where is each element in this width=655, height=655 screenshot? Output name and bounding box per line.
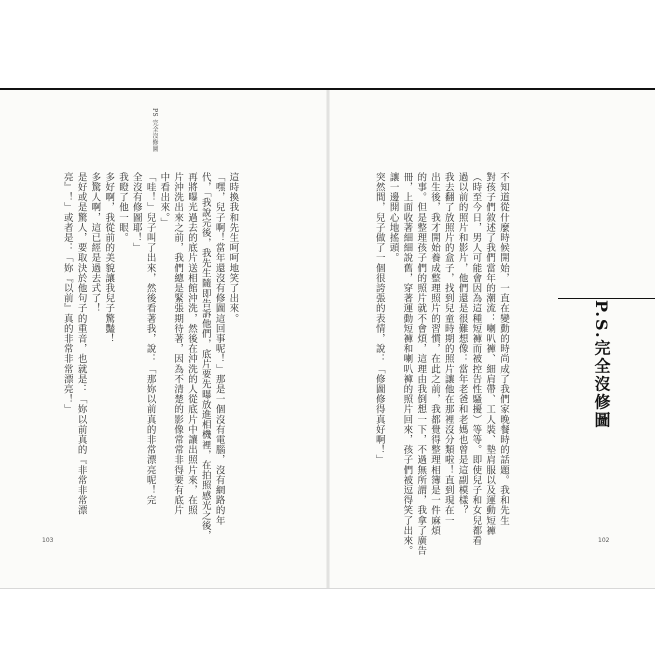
chapter-title: P.S.完全沒修圖	[592, 300, 611, 430]
text-line: 不知道從什麼時候開始，一直在變動的時尚成了我們家晚餐時的話題。我和先生	[497, 172, 509, 526]
text-line: （時至今日，男人可能會因為這種短褲而被控告性騷擾）等等。即使兒子和女兒都看	[470, 172, 482, 546]
text-line: 亮』！」或者是：「妳『以前』真的非常非常漂亮！」	[61, 172, 73, 415]
text-line: 這時換我和先生呵呵地笑了出來。	[227, 172, 239, 324]
text-line: 片沖洗出來之前，我們總是緊張期待著，因為不清楚的影像常常非得要有底片	[172, 172, 184, 516]
left-page-text	[60, 172, 239, 541]
text-line: 過以前的照片和影片，他們還是很難想像：當年老爸和老媽也曾是這副模樣？	[456, 172, 468, 516]
text-line: 我瞪了他一眼。	[116, 172, 128, 243]
text-line: 全沒有修圖耶！」	[130, 172, 142, 253]
left-page-number: 103	[42, 537, 54, 544]
text-line: 中看出來。」	[158, 172, 170, 228]
bottom-edge	[0, 588, 655, 589]
text-line: 「哇！」兒子叫了出來，然後看著我，說：「那妳以前真的非常漂亮呢！完	[144, 172, 156, 506]
text-line: 「嘿，兒子啊！當年還沒有修圖這回事呢！」那是一個沒有電腦，沒有網路的年	[213, 172, 225, 526]
text-line: 多驚人啊，這已經是過去式了！	[89, 172, 101, 314]
text-line: 冊，上面收著細細說舊，穿著運動短褲和喇叭褲的照片回來，孩子們被逗得笑了出來。	[401, 172, 413, 556]
text-line: 是好或是驚人，要取決於他句子的重音，也就是：「妳以前真的『非常非常漂	[75, 172, 87, 516]
right-page-text	[372, 172, 510, 556]
text-line: 代，「我說完後，我先生隨即告訴他們，底片要先曝放進相機裡，在拍照感光之後，	[199, 172, 211, 541]
text-line: 出生後，我才開始養成整理照片的習慣，在此之前，我都覺得整理相簿是一件麻煩	[428, 172, 440, 536]
text-line: 我去翻了放照片的盒子，找到兒童時期的照片讓他在那裡沒分類啦！直到現在一	[442, 172, 454, 526]
book-spine	[326, 90, 330, 588]
chapter-title-rule	[558, 298, 655, 299]
text-line: 突然間，兒子做了一個很誇張的表情，說：「修圖修得真好啊！」	[373, 172, 385, 465]
running-head: PS 完全沒修圖	[151, 108, 158, 153]
right-page-number: 102	[598, 537, 610, 544]
text-line: 對孩子們敘述了我們當年的潮流：喇叭褲、細肩帶、工人裝、墊肩服以及運動短褲	[484, 172, 496, 536]
text-line: 多好啊，我從前的美貌讓我兒子驚豔！	[103, 172, 115, 344]
text-line: 的事。但是整理孩子們的照片就不會煩，這理由我倒想一下，不過無所謂，我拿了廣告	[415, 172, 427, 556]
text-line: 讓一邊開心地搖頭。	[387, 172, 399, 263]
text-line: 再將曝光過去的底片送相館沖洗，然後在沖洗的人從底片中讓出照片來，在照	[185, 172, 197, 516]
